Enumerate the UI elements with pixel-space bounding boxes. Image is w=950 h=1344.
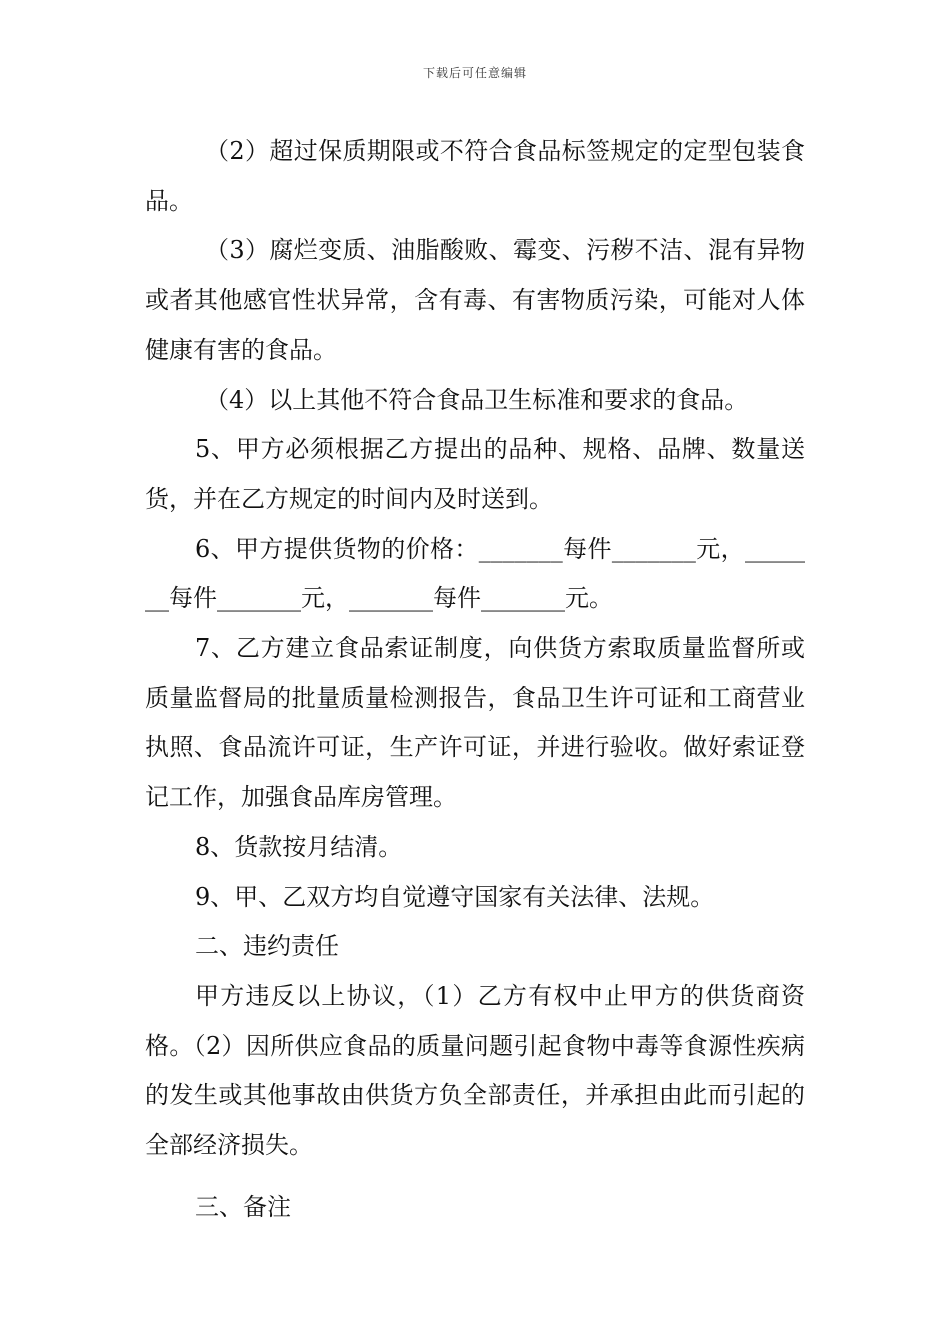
page-header-note: 下载后可任意编辑 bbox=[422, 66, 527, 80]
paragraph-item-4: （4）以上其他不符合食品卫生标准和要求的食品。 bbox=[205, 385, 749, 414]
paragraph-liability: 甲方违反以上协议，（1）乙方有权中止甲方的供货商资格。（2）因所供应食品的质量问题引起食物中毒等食源性疾病的发生或其他事故由供货方负全部责任，并承担由此而引起的全部经济损失。 bbox=[145, 981, 805, 1160]
paragraph-clause-8: 8、货款按月结清。 bbox=[195, 832, 403, 861]
paragraph-item-3: （3）腐烂变质、油脂酸败、霉变、污秽不洁、混有异物或者其他感官性状异常，含有毒、有害物质污染，可能对人体健康有害的食品。 bbox=[145, 236, 805, 364]
section-heading-liability: 二、违约责任 bbox=[195, 932, 339, 961]
paragraph-clause-6-prices: 6、甲方提供货物的价格：_______每件_______元，_______每件_______元，_______每件_______元。 bbox=[145, 534, 805, 613]
section-heading-remarks: 三、备注 bbox=[195, 1192, 291, 1221]
paragraph-clause-5: 5、甲方必须根据乙方提出的品种、规格、品牌、数量送货，并在乙方规定的时间内及时送到。 bbox=[145, 435, 805, 513]
paragraph-clause-9: 9、甲、乙双方均自觉遵守国家有关法律、法规。 bbox=[195, 882, 715, 911]
paragraph-clause-7: 7、乙方建立食品索证制度，向供货方索取质量监督所或质量监督局的批量质量检测报告，食品卫生许可证和工商营业执照、食品流许可证，生产许可证，并进行验收。做好索证登记工作，加强食品库房管理。 bbox=[145, 634, 805, 812]
document-body bbox=[145, 127, 805, 1232]
paragraph-item-2: （2）超过保质期限或不符合食品标签规定的定型包装食品。 bbox=[145, 137, 805, 215]
